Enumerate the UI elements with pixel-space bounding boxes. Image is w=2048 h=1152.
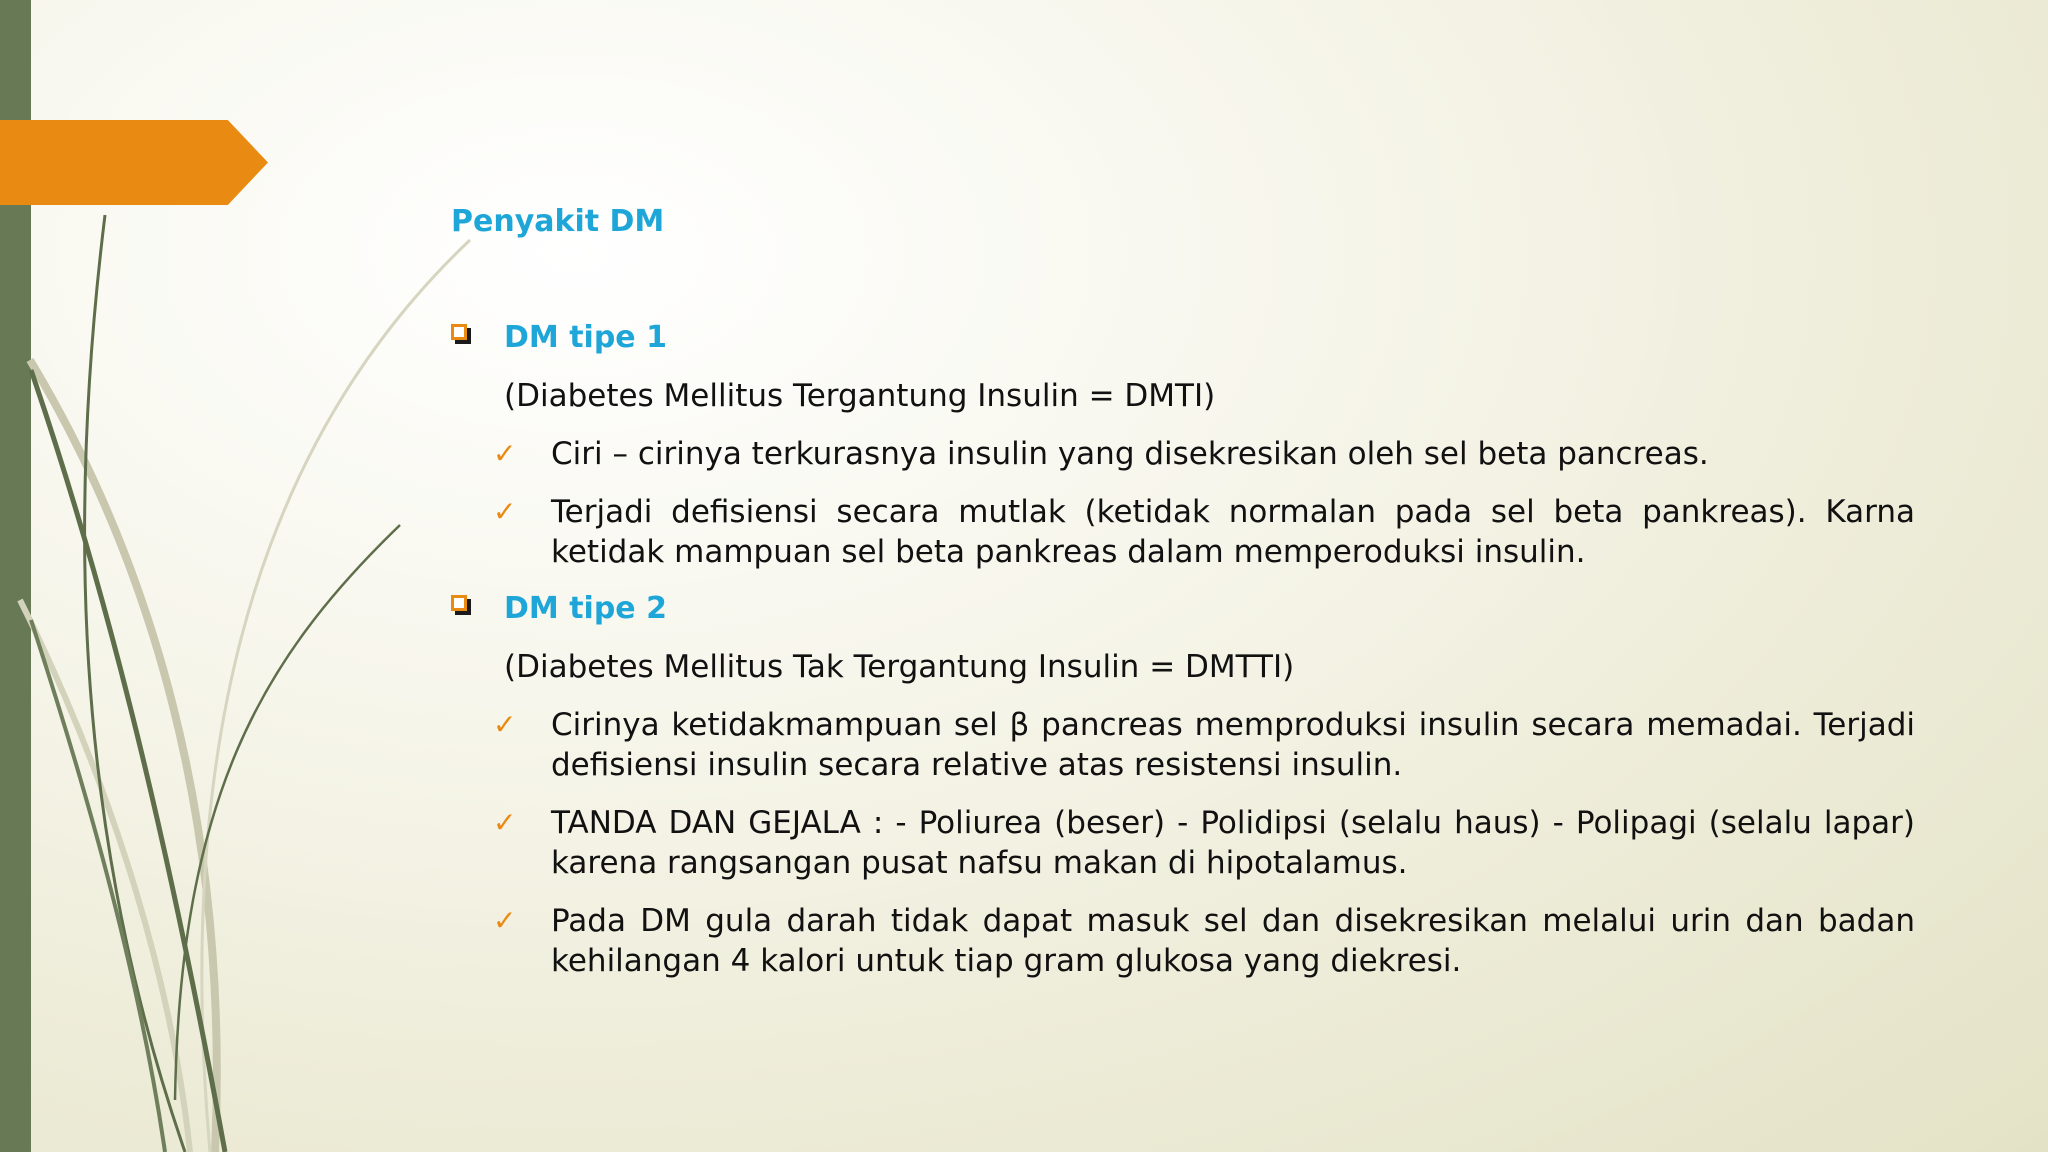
section-subtitle: (Diabetes Mellitus Tak Tergantung Insulin = DMTTI) xyxy=(504,649,1295,685)
list-item-text: Ciri – cirinya terkurasnya insulin yang disekresikan oleh sel beta pancreas. xyxy=(551,436,1709,472)
section-heading-text: DM tipe 1 xyxy=(504,320,667,355)
checkmark-icon: ✓ xyxy=(493,806,517,839)
list-item-text: TANDA DAN GEJALA : - Poliurea (beser) - Polidipsi (selalu haus) - Polipagi (selalu lapar) karena rangsangan pusat nafsu makan di hipotalamus. xyxy=(551,805,1915,881)
checkmark-icon: ✓ xyxy=(493,708,517,741)
square-bullet-icon xyxy=(451,595,467,611)
list-item-text: Cirinya ketidakmampuan sel β pancreas memproduksi insulin secara memadai. Terjadi defisiensi insulin secara relative atas resistensi insulin. xyxy=(551,707,1915,783)
orange-arrow-banner xyxy=(0,120,268,205)
checkmark-icon: ✓ xyxy=(493,495,517,528)
section-subtitle: (Diabetes Mellitus Tergantung Insulin = DMTI) xyxy=(504,378,1216,414)
checkmark-icon: ✓ xyxy=(493,437,517,470)
grass-stroke-light-3 xyxy=(202,240,470,1152)
grass-stroke-dark-4 xyxy=(31,620,165,1152)
grass-stroke-light-1 xyxy=(30,360,217,1152)
list-item-text: Pada DM gula darah tidak dapat masuk sel dan disekresikan melalui urin dan badan kehilangan 4 kalori untuk tiap gram glukosa yang diekresi. xyxy=(551,903,1915,979)
slide-title: Penyakit DM xyxy=(451,204,665,239)
list-item-text: Terjadi defisiensi secara mutlak (ketidak normalan pada sel beta pankreas). Karna ketidak mampuan sel beta pankreas dalam memperoduksi insulin. xyxy=(551,494,1915,570)
grass-stroke-dark-2 xyxy=(31,370,225,1152)
section-heading-text: DM tipe 2 xyxy=(504,591,667,626)
square-bullet-icon xyxy=(451,324,467,340)
checkmark-icon: ✓ xyxy=(493,904,517,937)
